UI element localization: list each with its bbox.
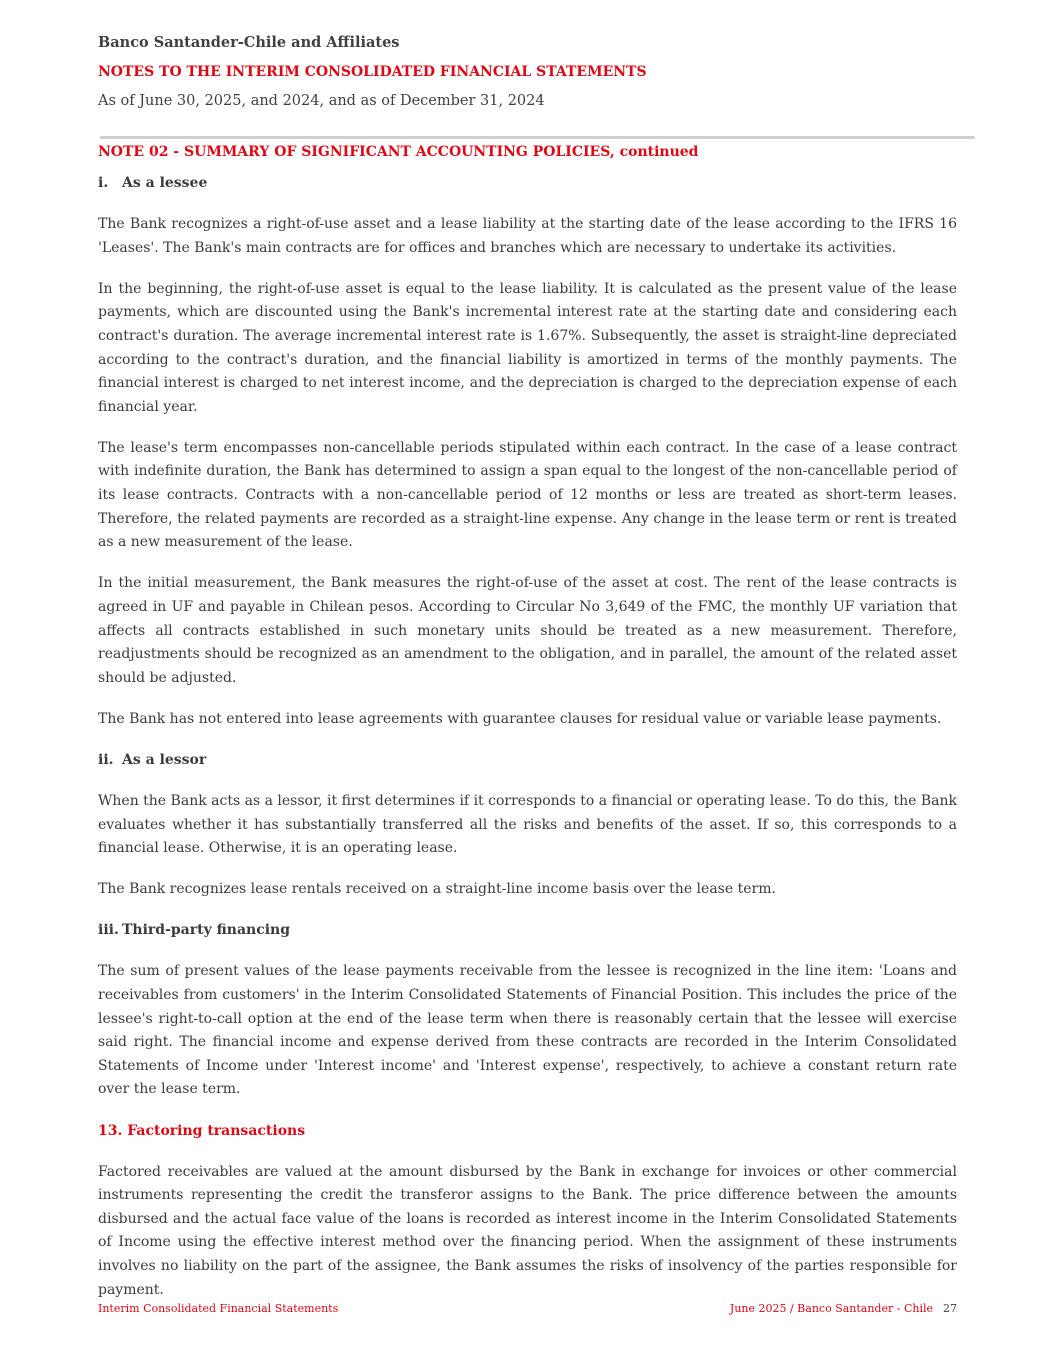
- notes-title: NOTES TO THE INTERIM CONSOLIDATED FINANCIAL STATEMENTS: [98, 64, 647, 80]
- section-heading-lessor: [98, 749, 957, 773]
- paragraph: The lease's term encompasses non-cancellable periods stipulated within each contract. In the case of a lease contract with indefinite duration, the Bank has determined to assign a span equal to the longest of the non-cancellable period of its lease contracts. Contracts with a non-cancellable period of 12 months or less are treated as short-term leases. Therefore, the related payments are recorded as a straight-line expense. Any change in the lease term or rent is treated as a new measurement of the lease.: [98, 439, 957, 551]
- section-title: Third-party financing: [122, 922, 291, 939]
- section-title: As a lessor: [122, 751, 207, 768]
- paragraph: Factored receivables are valued at the amount disbursed by the Bank in exchange for invoices or other commercial instruments representing the credit the transferor assigns to the Bank. The price difference between the amounts disbursed and the actual face value of the loans is recorded as interest income in the Interim Consolidated Statements of Income using the effective interest method over the financing period. When the assignment of these instruments involves no liability on the part of the assignee, the Bank assumes the risks of insolvency of the parties responsible for payment.: [98, 1163, 957, 1298]
- footer-document-title: Interim Consolidated Financial Statements: [98, 1302, 339, 1315]
- section-heading-lessee: [98, 172, 957, 196]
- footer-right: [730, 1302, 957, 1315]
- paragraph: The Bank recognizes a right-of-use asset and a lease liability at the starting date of the lease according to the IFRS 16 'Leases'. The Bank's main contracts are for offices and branches which are necessary to undertake its activities.: [98, 216, 957, 256]
- section-number: ii.: [98, 751, 114, 768]
- section-number: i.: [98, 175, 109, 191]
- document-body: [98, 172, 957, 1320]
- as-of-date: As of June 30, 2025, and 2024, and as of December 31, 2024: [98, 93, 545, 109]
- note-heading: NOTE 02 - SUMMARY OF SIGNIFICANT ACCOUNTING POLICIES, continued: [98, 144, 699, 160]
- paragraph: When the Bank acts as a lessor, it first determines if it corresponds to a financial or operating lease. To do this, the Bank evaluates whether it has substantially transferred all the risks and benefits of the asset. If so, this corresponds to a financial lease. Otherwise, it is an operating lease.: [98, 792, 957, 857]
- paragraph: The Bank has not entered into lease agreements with guarantee clauses for residual value or variable lease payments.: [98, 710, 942, 727]
- company-name: Banco Santander-Chile and Affiliates: [98, 34, 400, 51]
- section-title: As a lessee: [122, 175, 208, 191]
- page-number: 27: [943, 1302, 957, 1315]
- section-heading-factoring: 13. Factoring transactions: [98, 1122, 306, 1139]
- section-number: iii.: [98, 922, 119, 939]
- paragraph: The Bank recognizes lease rentals received on a straight-line income basis over the lease term.: [98, 881, 776, 898]
- paragraph: The sum of present values of the lease payments receivable from the lessee is recognized in the line item: 'Loans and receivables from customers' in the Interim Consolidated Statements of Financial Position. This includes the price of the lessee's right-to-call option at the end of the lease term when there is reasonably certain that the lessee will exercise said right. The financial income and expense derived from these contracts are recorded in the Interim Consolidated Statements of Income under 'Interest income' and 'Interest expense', respectively, to achieve a constant return rate over the lease term.: [98, 963, 957, 1098]
- paragraph: In the beginning, the right-of-use asset is equal to the lease liability. It is calculated as the present value of the lease payments, which are discounted using the Bank's incremental interest rate at the starting date and considering each contract's duration. The average incremental interest rate is 1.67%. Subsequently, the asset is straight-line depreciated according to the contract's duration, and the financial liability is amortized in terms of the monthly payments. The financial interest is charged to net interest income, and the depreciation is charged to the depreciation expense of each financial year.: [98, 280, 957, 415]
- paragraph: In the initial measurement, the Bank measures the right-of-use of the asset at cost. The rent of the lease contracts is agreed in UF and payable in Chilean pesos. According to Circular No 3,649 of the FMC, the monthly UF variation that affects all contracts established in such monetary units should be treated as a new measurement. Therefore, readjustments should be recognized as an amendment to the obligation, and in parallel, the amount of the related asset should be adjusted.: [98, 575, 957, 686]
- footer-date-entity: June 2025 / Banco Santander - Chile: [729, 1302, 933, 1315]
- section-heading-third-party: [98, 919, 957, 943]
- header-divider: [100, 136, 975, 139]
